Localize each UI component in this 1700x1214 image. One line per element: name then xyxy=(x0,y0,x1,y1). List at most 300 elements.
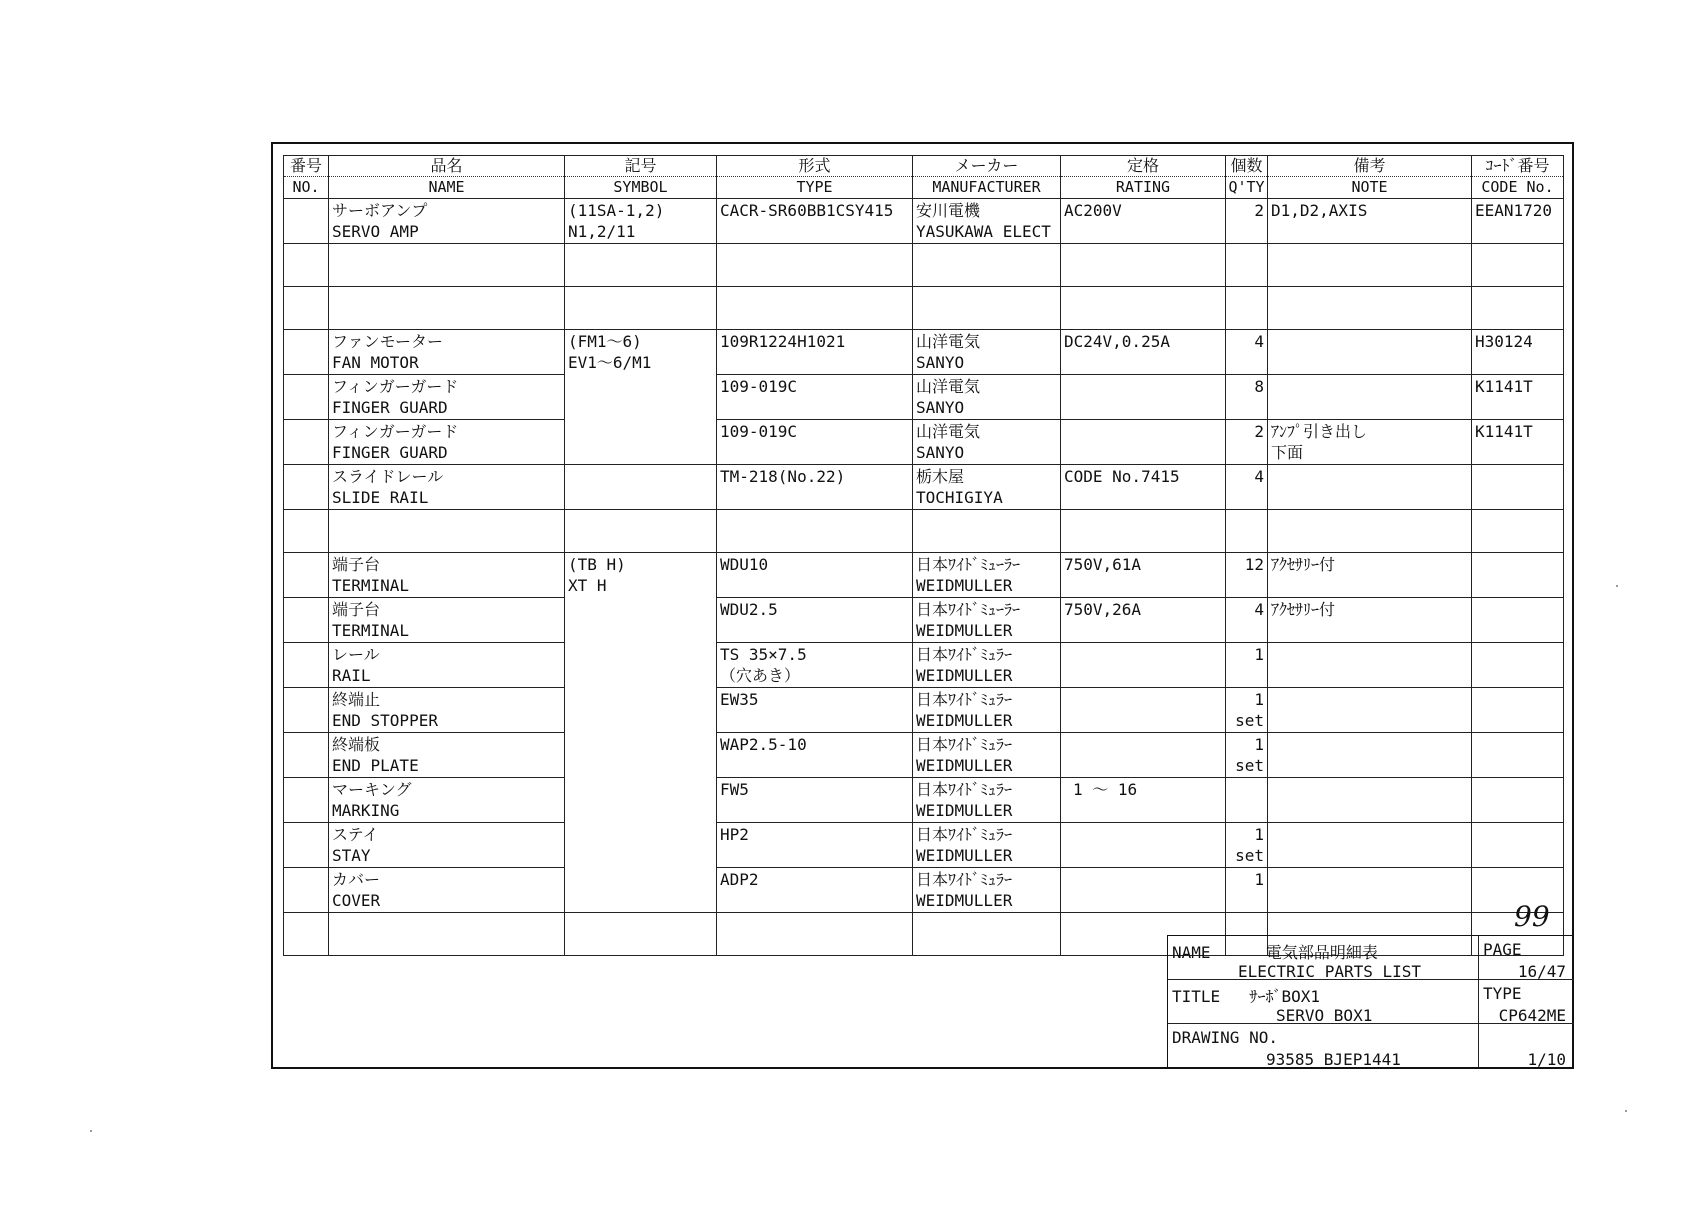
drawing-label: DRAWING NO. xyxy=(1172,1028,1278,1047)
cell-qty-text: 4 xyxy=(1254,467,1264,486)
cell-rating xyxy=(1061,510,1226,553)
page-label: PAGE xyxy=(1483,940,1522,959)
cell-no xyxy=(284,823,329,868)
cell-note xyxy=(1268,778,1472,823)
cell-name xyxy=(329,375,565,420)
header-type-en: TYPE xyxy=(796,178,833,196)
cell-note xyxy=(1268,287,1472,330)
cell-rating-text: 750V,61A xyxy=(1064,555,1142,574)
cell-maker xyxy=(913,199,1061,244)
handwritten-page-mark: 99 xyxy=(1514,900,1550,933)
title-block-title-row xyxy=(1168,980,1574,1024)
cell-maker xyxy=(913,778,1061,823)
cell-rating xyxy=(1061,733,1226,778)
cell-note-text: ｱﾝﾌﾟ引き出し xyxy=(1271,422,1368,441)
cell-type xyxy=(717,553,913,598)
cell-symbol-text: (11SA-1,2) xyxy=(568,201,665,220)
cell-name xyxy=(329,733,565,778)
cell-name-text: サーボアンプ xyxy=(332,201,428,220)
cell-no xyxy=(284,375,329,420)
cell-qty xyxy=(1226,465,1268,510)
cell-name-text: レール xyxy=(332,645,380,664)
cell-symbol xyxy=(565,778,717,823)
cell-name xyxy=(329,244,565,287)
sheet-value: 1/10 xyxy=(1527,1050,1566,1069)
cell-qty-text: 4 xyxy=(1254,600,1264,619)
cell-name xyxy=(329,465,565,510)
cell-qty xyxy=(1226,510,1268,553)
header-maker-jp: メーカー xyxy=(913,156,1060,177)
cell-qty-text: 1 xyxy=(1254,645,1264,664)
cell-rating xyxy=(1061,553,1226,598)
header-rating-jp: 定格 xyxy=(1061,156,1225,177)
table-row xyxy=(284,868,1564,913)
cell-symbol xyxy=(565,733,717,778)
cell-maker-text: WEIDMULLER xyxy=(916,846,1013,865)
cell-type xyxy=(717,420,913,465)
page-value: 16/47 xyxy=(1517,962,1566,981)
cell-type-text: CACR-SR60BB1CSY415 xyxy=(720,201,894,220)
cell-note xyxy=(1268,823,1472,868)
cell-name-text: フィンガーガード xyxy=(332,422,459,441)
cell-no xyxy=(284,330,329,375)
cell-name xyxy=(329,420,565,465)
cell-note xyxy=(1268,598,1472,643)
cell-maker xyxy=(913,553,1061,598)
cell-code xyxy=(1472,330,1564,375)
cell-qty-text: 1 xyxy=(1254,735,1264,754)
header-maker-en: MANUFACTURER xyxy=(932,178,1041,196)
cell-maker-text: 山洋電気 xyxy=(916,332,981,351)
cell-qty-text: 8 xyxy=(1254,377,1264,396)
cell-maker-text: WEIDMULLER xyxy=(916,891,1013,910)
cell-qty xyxy=(1226,598,1268,643)
drawing-value: 93585 BJEP1441 xyxy=(1266,1050,1401,1069)
cell-note xyxy=(1268,199,1472,244)
cell-note xyxy=(1268,465,1472,510)
table-row xyxy=(284,375,1564,420)
cell-name xyxy=(329,643,565,688)
cell-code xyxy=(1472,420,1564,465)
cell-rating-text: CODE No.7415 xyxy=(1064,467,1180,486)
table-row xyxy=(284,510,1564,553)
type-value: CP642ME xyxy=(1498,1006,1566,1025)
table-row xyxy=(284,420,1564,465)
cell-qty xyxy=(1226,199,1268,244)
cell-name-text: TERMINAL xyxy=(332,576,410,595)
cell-type xyxy=(717,330,913,375)
cell-symbol xyxy=(565,330,717,375)
title-label: TITLE xyxy=(1172,987,1221,1006)
cell-maker-text: TOCHIGIYA xyxy=(916,488,1003,507)
cell-maker xyxy=(913,244,1061,287)
cell-name xyxy=(329,330,565,375)
cell-maker-text: WEIDMULLER xyxy=(916,756,1013,775)
cell-name-text: 端子台 xyxy=(332,555,381,574)
cell-name-text: カバー xyxy=(332,870,381,889)
cell-note-text: D1,D2,AXIS xyxy=(1271,201,1368,220)
cell-maker-text: SANYO xyxy=(916,443,965,462)
cell-note xyxy=(1268,244,1472,287)
cell-note xyxy=(1268,733,1472,778)
cell-maker-text: 日本ﾜｲﾄﾞﾐｭﾗｰ xyxy=(916,825,1013,844)
cell-maker xyxy=(913,465,1061,510)
cell-symbol xyxy=(565,913,717,956)
header-name xyxy=(329,156,565,199)
parts-list-table xyxy=(283,155,1564,956)
header-note-jp: 備考 xyxy=(1268,156,1471,177)
header-name-jp: 品名 xyxy=(329,156,564,177)
cell-type xyxy=(717,913,913,956)
header-rating xyxy=(1061,156,1226,199)
cell-symbol xyxy=(565,199,717,244)
title-block-name-row xyxy=(1168,936,1574,980)
header-no-jp: 番号 xyxy=(284,156,328,177)
cell-maker-text: WEIDMULLER xyxy=(916,666,1013,685)
cell-type-text: WDU2.5 xyxy=(720,600,778,619)
cell-maker-text: 日本ﾜｲﾄﾞﾐｭﾗｰ xyxy=(916,690,1013,709)
cell-maker-text: YASUKAWA ELECT xyxy=(916,222,1051,241)
cell-no xyxy=(284,510,329,553)
header-qty-en: Q'TY xyxy=(1228,178,1265,196)
cell-maker-text: 栃木屋 xyxy=(916,467,965,486)
cell-qty xyxy=(1226,868,1268,913)
cell-name-text: ステイ xyxy=(332,825,379,844)
cell-qty xyxy=(1226,823,1268,868)
header-code-en: CODE No. xyxy=(1481,178,1554,196)
table-row xyxy=(284,553,1564,598)
cell-symbol xyxy=(565,375,717,420)
header-qty xyxy=(1226,156,1268,199)
cell-symbol-text: EV1～6/M1 xyxy=(568,353,652,372)
cell-type xyxy=(717,598,913,643)
cell-symbol-text: (FM1～6) xyxy=(568,332,642,351)
cell-name-text: スライドレール xyxy=(332,467,444,486)
cell-note-text: ｱｸｾｻﾘｰ付 xyxy=(1271,555,1336,574)
cell-symbol xyxy=(565,598,717,643)
cell-maker-text: 安川電機 xyxy=(916,201,981,220)
cell-type xyxy=(717,375,913,420)
cell-name xyxy=(329,823,565,868)
table-row xyxy=(284,199,1564,244)
cell-maker-text: 日本ﾜｲﾄﾞﾐｭﾗｰ xyxy=(916,780,1013,799)
cell-maker xyxy=(913,868,1061,913)
cell-maker xyxy=(913,688,1061,733)
cell-qty-text: 12 xyxy=(1244,555,1264,574)
cell-note xyxy=(1268,375,1472,420)
cell-name-text: MARKING xyxy=(332,801,400,820)
cell-name-text: FINGER GUARD xyxy=(332,398,448,417)
scan-speck xyxy=(1616,585,1618,587)
cell-symbol-text: N1,2/11 xyxy=(568,222,636,241)
cell-qty xyxy=(1226,375,1268,420)
cell-name xyxy=(329,598,565,643)
cell-symbol xyxy=(565,643,717,688)
cell-maker xyxy=(913,643,1061,688)
cell-no xyxy=(284,733,329,778)
table-row xyxy=(284,733,1564,778)
cell-rating xyxy=(1061,643,1226,688)
table-row xyxy=(284,244,1564,287)
cell-name xyxy=(329,510,565,553)
cell-code xyxy=(1472,375,1564,420)
header-symbol-jp: 記号 xyxy=(565,156,716,177)
cell-rating xyxy=(1061,420,1226,465)
cell-qty xyxy=(1226,733,1268,778)
cell-note xyxy=(1268,643,1472,688)
cell-name-text: フィンガーガード xyxy=(332,377,459,396)
cell-name-text: TERMINAL xyxy=(332,621,410,640)
cell-maker xyxy=(913,287,1061,330)
scan-speck xyxy=(90,1130,92,1132)
cell-maker-text: 山洋電気 xyxy=(916,422,981,441)
cell-qty-text: set xyxy=(1235,711,1264,730)
cell-note xyxy=(1268,420,1472,465)
cell-rating xyxy=(1061,778,1226,823)
table-row xyxy=(284,688,1564,733)
table-row xyxy=(284,598,1564,643)
cell-type xyxy=(717,823,913,868)
cell-type-text: WAP2.5-10 xyxy=(720,735,807,754)
table-row xyxy=(284,778,1564,823)
cell-type xyxy=(717,199,913,244)
cell-maker-text: 日本ﾜｲﾄﾞﾐｭﾗｰ xyxy=(916,645,1013,664)
cell-code xyxy=(1472,688,1564,733)
cell-type-text: （穴あき） xyxy=(720,666,801,685)
cell-qty-text: 4 xyxy=(1254,332,1264,351)
cell-no xyxy=(284,913,329,956)
cell-code-text: K1141T xyxy=(1475,422,1533,441)
cell-maker-text: WEIDMULLER xyxy=(916,576,1013,595)
cell-note-text: ｱｸｾｻﾘｰ付 xyxy=(1271,600,1336,619)
cell-maker-text: 日本ﾜｲﾄﾞﾐｭｰﾗｰ xyxy=(916,555,1021,574)
cell-maker xyxy=(913,733,1061,778)
header-note-en: NOTE xyxy=(1351,178,1388,196)
cell-no xyxy=(284,553,329,598)
cell-type xyxy=(717,465,913,510)
table-row xyxy=(284,823,1564,868)
cell-type xyxy=(717,643,913,688)
scan-speck xyxy=(1625,1110,1627,1112)
title-en: SERVO BOX1 xyxy=(1276,1006,1373,1025)
name-jp: 電気部品明細表 xyxy=(1265,943,1378,962)
cell-maker-text: SANYO xyxy=(916,398,965,417)
cell-qty-text: 1 xyxy=(1254,870,1264,889)
cell-code xyxy=(1472,510,1564,553)
cell-symbol xyxy=(565,823,717,868)
header-maker xyxy=(913,156,1061,199)
cell-rating xyxy=(1061,823,1226,868)
cell-name-text: COVER xyxy=(332,891,381,910)
cell-name-text: マーキング xyxy=(332,780,412,799)
cell-qty xyxy=(1226,420,1268,465)
cell-code-text: H30124 xyxy=(1475,332,1533,351)
cell-note xyxy=(1268,688,1472,733)
header-type xyxy=(717,156,913,199)
cell-rating-text: DC24V,0.25A xyxy=(1064,332,1170,351)
cell-name-text: SERVO AMP xyxy=(332,222,419,241)
cell-maker-text: 日本ﾜｲﾄﾞﾐｭﾗｰ xyxy=(916,735,1013,754)
cell-maker-text: WEIDMULLER xyxy=(916,801,1013,820)
cell-name-text: END PLATE xyxy=(332,756,419,775)
cell-code xyxy=(1472,778,1564,823)
cell-no xyxy=(284,244,329,287)
cell-code xyxy=(1472,643,1564,688)
cell-name xyxy=(329,287,565,330)
cell-rating-text: 750V,26A xyxy=(1064,600,1142,619)
header-note xyxy=(1268,156,1472,199)
cell-type-text: EW35 xyxy=(720,690,759,709)
cell-maker-text: 日本ﾜｲﾄﾞﾐｭｰﾗｰ xyxy=(916,600,1021,619)
cell-symbol xyxy=(565,510,717,553)
header-no-en: NO. xyxy=(292,178,320,196)
cell-maker-text: 山洋電気 xyxy=(916,377,981,396)
cell-type-text: TS 35×7.5 xyxy=(720,645,807,664)
cell-type-text: 109R1224H1021 xyxy=(720,332,846,351)
header-type-jp: 形式 xyxy=(717,156,912,177)
title-jp: ｻｰﾎﾞBOX1 xyxy=(1249,987,1320,1006)
cell-qty xyxy=(1226,553,1268,598)
cell-maker-text: WEIDMULLER xyxy=(916,711,1013,730)
cell-name-text: 終端板 xyxy=(332,735,381,754)
cell-no xyxy=(284,688,329,733)
cell-symbol xyxy=(565,553,717,598)
cell-maker xyxy=(913,913,1061,956)
cell-qty-text: 1 xyxy=(1254,690,1264,709)
cell-type-text: WDU10 xyxy=(720,555,769,574)
cell-name xyxy=(329,913,565,956)
cell-type-text: 109-019C xyxy=(720,377,798,396)
cell-type-text: HP2 xyxy=(720,825,749,844)
cell-no xyxy=(284,199,329,244)
cell-rating xyxy=(1061,868,1226,913)
cell-qty xyxy=(1226,688,1268,733)
cell-maker xyxy=(913,420,1061,465)
table-row xyxy=(284,330,1564,375)
cell-type xyxy=(717,510,913,553)
cell-rating xyxy=(1061,244,1226,287)
cell-no xyxy=(284,598,329,643)
name-label: NAME xyxy=(1172,943,1211,962)
cell-qty xyxy=(1226,287,1268,330)
cell-symbol-text: XT H xyxy=(568,576,607,595)
cell-note-text: 下面 xyxy=(1271,443,1304,462)
table-header xyxy=(284,156,1564,199)
cell-symbol xyxy=(565,868,717,913)
cell-name-text: END STOPPER xyxy=(332,711,438,730)
cell-rating xyxy=(1061,375,1226,420)
cell-code-text: EEAN1720 xyxy=(1475,201,1553,220)
cell-no xyxy=(284,868,329,913)
cell-symbol-text: (TB H) xyxy=(568,555,626,574)
cell-no xyxy=(284,287,329,330)
cell-symbol xyxy=(565,420,717,465)
cell-no xyxy=(284,420,329,465)
cell-code xyxy=(1472,465,1564,510)
header-code-jp: ｺｰﾄﾞ番号 xyxy=(1472,156,1563,177)
type-label: TYPE xyxy=(1483,984,1522,1003)
cell-rating xyxy=(1061,199,1226,244)
cell-no xyxy=(284,643,329,688)
cell-type-text: FW5 xyxy=(720,780,749,799)
cell-type-text: 109-019C xyxy=(720,422,798,441)
cell-qty-text: set xyxy=(1235,756,1264,775)
cell-type xyxy=(717,778,913,823)
cell-qty xyxy=(1226,778,1268,823)
cell-rating xyxy=(1061,465,1226,510)
cell-code xyxy=(1472,598,1564,643)
cell-symbol xyxy=(565,465,717,510)
cell-name-text: SLIDE RAIL xyxy=(332,488,429,507)
cell-code xyxy=(1472,733,1564,778)
cell-rating xyxy=(1061,598,1226,643)
cell-rating xyxy=(1061,330,1226,375)
cell-maker xyxy=(913,598,1061,643)
cell-code xyxy=(1472,244,1564,287)
cell-name xyxy=(329,868,565,913)
cell-name xyxy=(329,778,565,823)
header-code xyxy=(1472,156,1564,199)
cell-name xyxy=(329,553,565,598)
cell-name-text: STAY xyxy=(332,846,371,865)
cell-maker-text: SANYO xyxy=(916,353,965,372)
cell-rating-text: AC200V xyxy=(1064,201,1122,220)
cell-code xyxy=(1472,287,1564,330)
header-qty-jp: 個数 xyxy=(1226,156,1267,177)
table-row xyxy=(284,643,1564,688)
cell-symbol xyxy=(565,287,717,330)
cell-qty-text: set xyxy=(1235,846,1264,865)
name-en: ELECTRIC PARTS LIST xyxy=(1238,962,1422,981)
cell-qty xyxy=(1226,330,1268,375)
cell-no xyxy=(284,778,329,823)
cell-qty-text: 2 xyxy=(1254,422,1264,441)
header-symbol-en: SYMBOL xyxy=(613,178,668,196)
cell-type-text: ADP2 xyxy=(720,870,759,889)
cell-name-text: FAN MOTOR xyxy=(332,353,419,372)
cell-note xyxy=(1268,330,1472,375)
cell-symbol xyxy=(565,244,717,287)
cell-note xyxy=(1268,553,1472,598)
cell-code-text: K1141T xyxy=(1475,377,1533,396)
cell-qty xyxy=(1226,643,1268,688)
cell-maker xyxy=(913,823,1061,868)
cell-type xyxy=(717,244,913,287)
cell-qty xyxy=(1226,244,1268,287)
cell-maker xyxy=(913,510,1061,553)
cell-code xyxy=(1472,553,1564,598)
cell-name xyxy=(329,688,565,733)
cell-symbol xyxy=(565,688,717,733)
header-no xyxy=(284,156,329,199)
title-block-drawing-row xyxy=(1168,1024,1574,1068)
cell-maker-text: 日本ﾜｲﾄﾞﾐｭﾗｰ xyxy=(916,870,1013,889)
cell-type xyxy=(717,868,913,913)
cell-maker xyxy=(913,375,1061,420)
table-row xyxy=(284,465,1564,510)
header-name-en: NAME xyxy=(428,178,465,196)
cell-maker-text: WEIDMULLER xyxy=(916,621,1013,640)
cell-name-text: FINGER GUARD xyxy=(332,443,448,462)
cell-name-text: 終端止 xyxy=(332,690,381,709)
cell-name-text: ファンモーター xyxy=(332,332,444,351)
table-row xyxy=(284,287,1564,330)
cell-name-text: RAIL xyxy=(332,666,371,685)
header-symbol xyxy=(565,156,717,199)
cell-type xyxy=(717,287,913,330)
cell-name xyxy=(329,199,565,244)
cell-qty-text: 2 xyxy=(1254,201,1264,220)
